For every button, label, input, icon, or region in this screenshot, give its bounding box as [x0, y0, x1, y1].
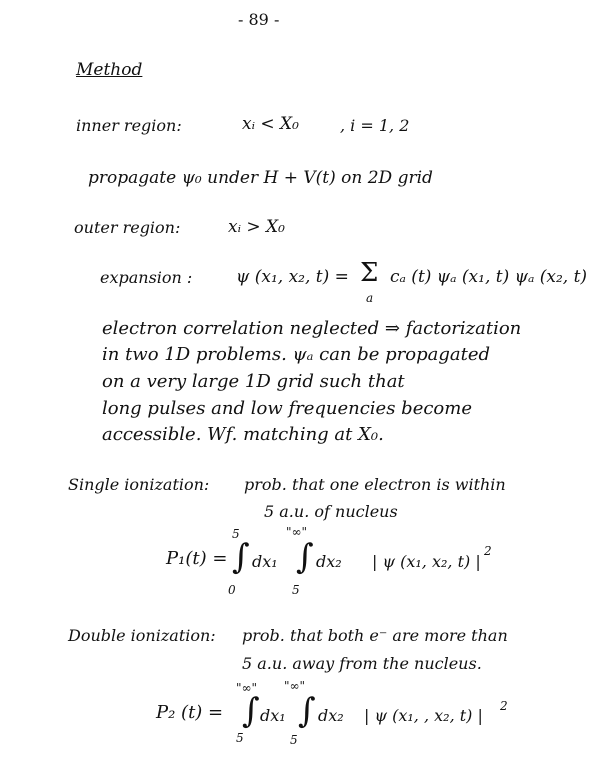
paragraph-line: long pulses and low frequencies become [102, 398, 472, 419]
inner-propagate: propagate ψ₀ under H + V(t) on 2D grid [88, 168, 433, 188]
sum-index: a [366, 291, 374, 305]
p2-int2-body: dx₂ [318, 706, 344, 725]
p2-int2-upper: "∞" [284, 679, 306, 693]
paragraph-line: electron correlation neglected ⇒ factorization [102, 318, 522, 339]
p1-int1-body: dx₁ [252, 552, 278, 571]
paragraph-line: accessible. Wf. matching at X₀. [102, 424, 384, 445]
heading-method: Method [76, 60, 143, 80]
inner-condition: xᵢ < X₀ [242, 114, 299, 134]
p2-int1-lower: 5 [236, 731, 244, 745]
integral-sign: ∫ [298, 691, 316, 731]
p1-integrand: | ψ (x₁, x₂, t) | [372, 552, 481, 571]
paragraph-line: on a very large 1D grid such that [102, 371, 405, 392]
p1-lhs: P₁(t) = [166, 548, 228, 569]
page-number: - 89 - [238, 10, 280, 29]
p1-int1-upper: 5 [232, 527, 240, 541]
p2-integrand: | ψ (x₁, , x₂, t) | [364, 706, 483, 725]
single-ionization-label: Single ionization: [68, 475, 210, 494]
p2-int2-lower: 5 [290, 733, 298, 747]
expansion-lhs: ψ (x₁, x₂, t) = [236, 267, 349, 287]
p2-int1-upper: "∞" [236, 681, 258, 695]
p1-power: 2 [484, 544, 492, 558]
integral-sign: ∫ [296, 537, 314, 577]
double-desc-line: 5 a.u. away from the nucleus. [242, 654, 482, 673]
p1-int1-lower: 0 [228, 583, 236, 597]
double-desc-line: prob. that both e⁻ are more than [242, 626, 508, 645]
inner-region-label: inner region: [76, 116, 182, 135]
integral-sign: ∫ [232, 537, 250, 577]
single-desc-line: 5 a.u. of nucleus [264, 502, 398, 521]
p2-lhs: P₂ (t) = [156, 702, 224, 723]
p1-int2-upper: "∞" [286, 525, 308, 539]
outer-condition: xᵢ > X₀ [228, 217, 285, 237]
p1-int2-body: dx₂ [316, 552, 342, 571]
single-desc-line: prob. that one electron is within [244, 475, 506, 494]
expansion-label: expansion : [100, 268, 193, 287]
integral-sign: ∫ [242, 691, 260, 731]
p1-int2-lower: 5 [292, 583, 300, 597]
p2-int1-body: dx₁ [260, 706, 286, 725]
sum-symbol: Σ [360, 258, 379, 288]
inner-index: , i = 1, 2 [340, 116, 410, 135]
double-ionization-label: Double ionization: [68, 626, 216, 645]
paragraph-line: in two 1D problems. ψₐ can be propagated [102, 344, 491, 365]
outer-region-label: outer region: [74, 218, 181, 237]
expansion-rhs: cₐ (t) ψₐ (x₁, t) ψₐ (x₂, t) [390, 267, 588, 287]
p2-power: 2 [500, 699, 508, 713]
